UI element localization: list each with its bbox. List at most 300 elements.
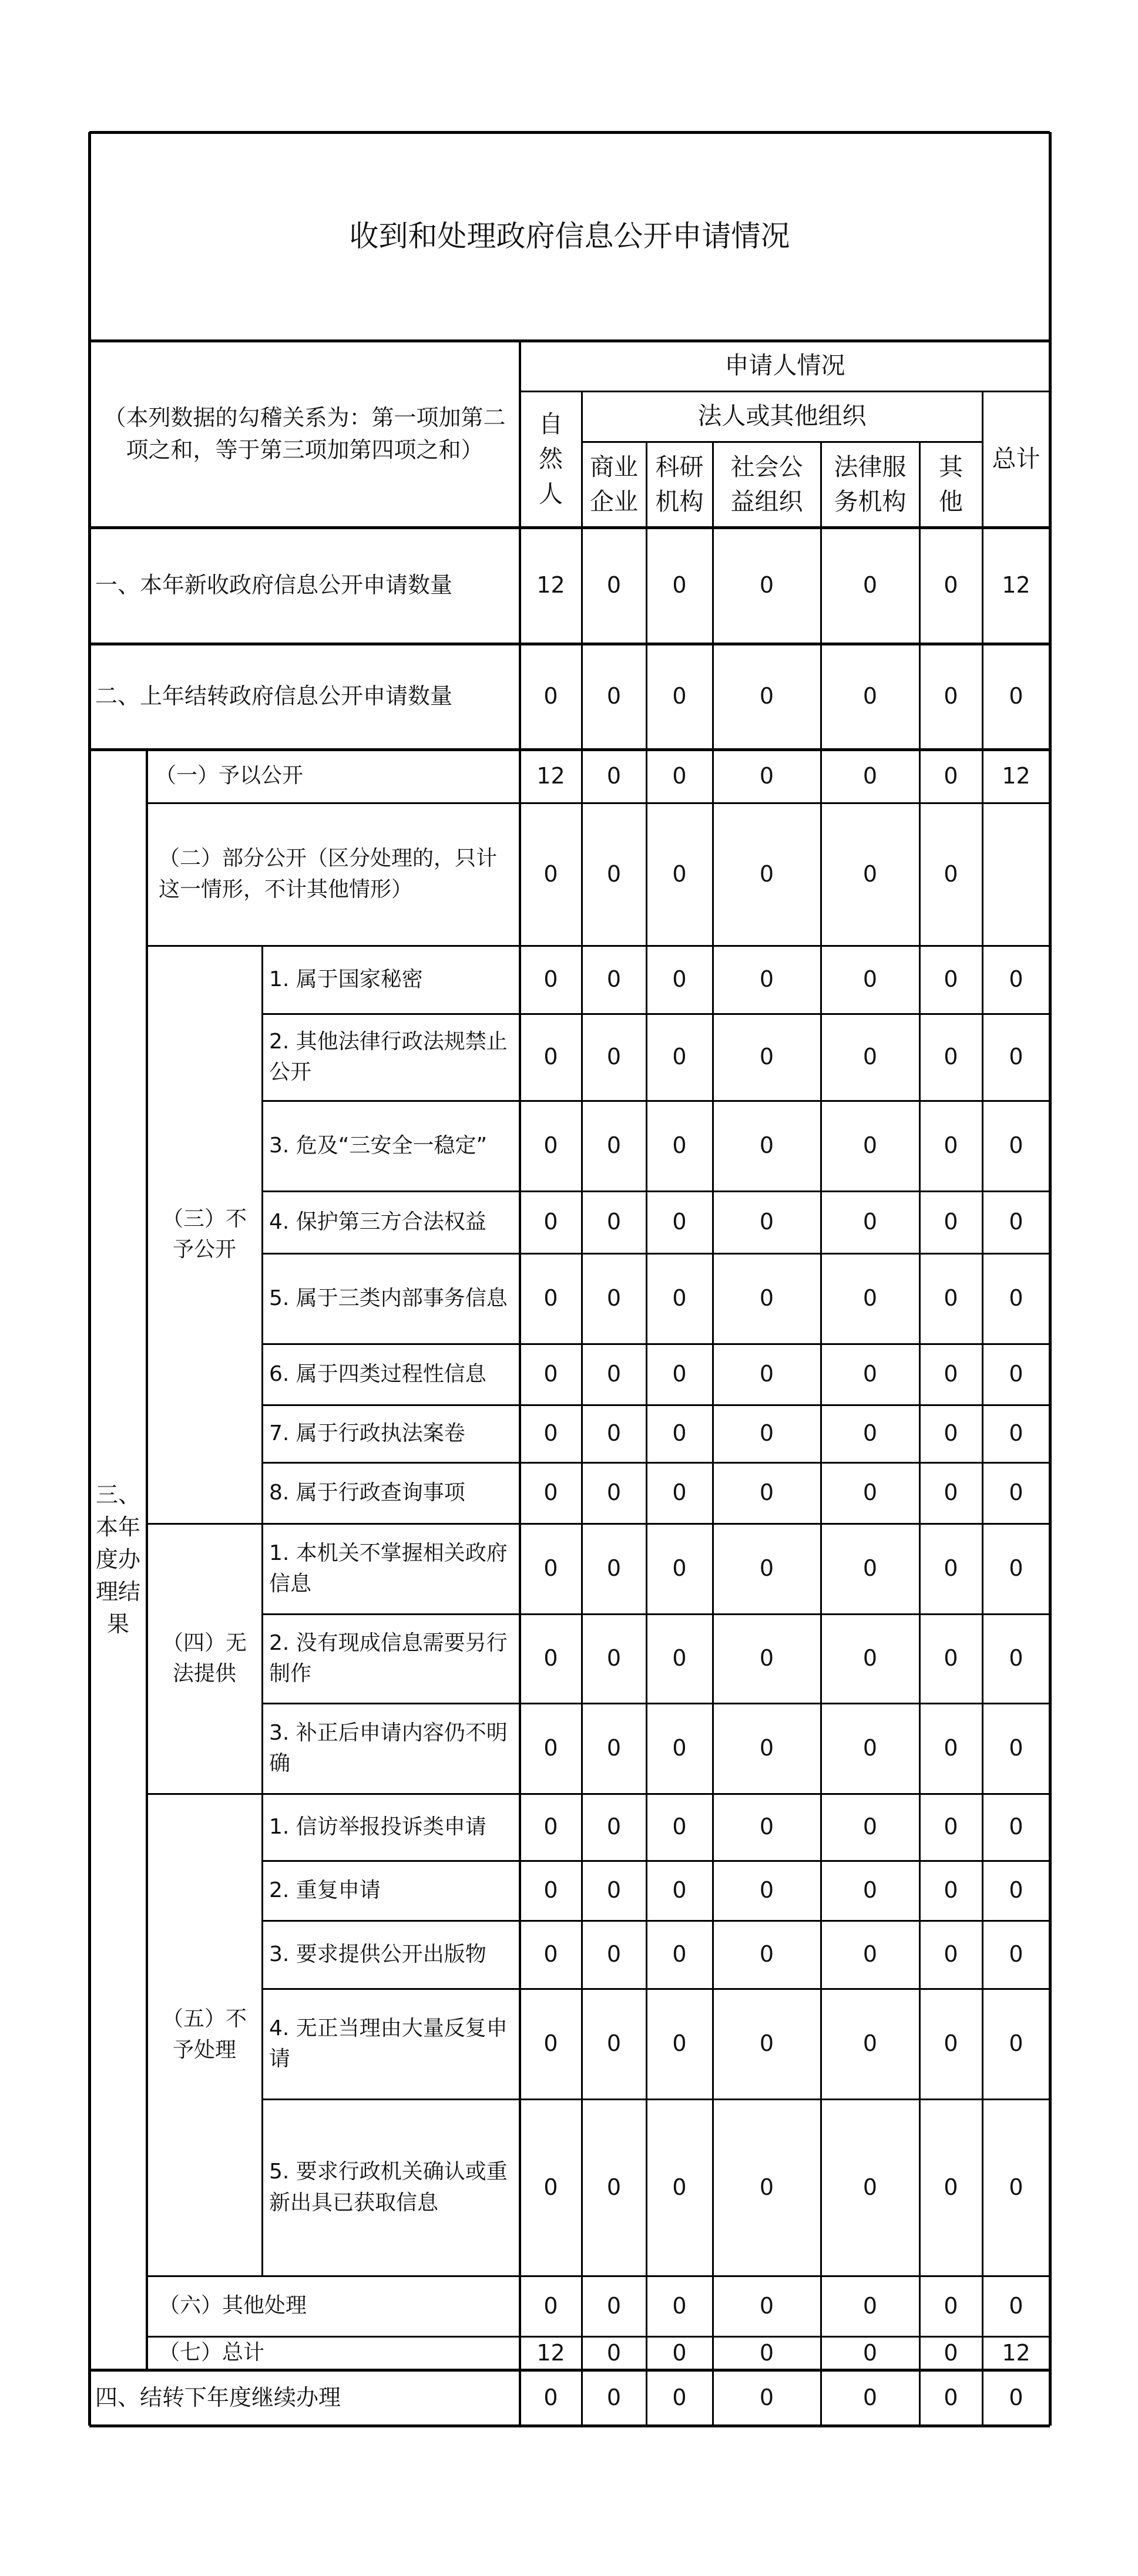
row-other-handling-value-7 [982, 2276, 1050, 2336]
group-not-open-item-5-value-6 [919, 1253, 982, 1344]
header-business-text: 商业企业 [590, 452, 638, 516]
group-not-open-item-4-value-5-text: 0 [862, 1209, 878, 1235]
row-partial-open-value-7 [982, 803, 1050, 946]
row-carry-next-year-value-1 [520, 2370, 582, 2426]
group-not-process-item-5-value-5-text: 0 [862, 2174, 878, 2200]
group-cannot-provide-item-1-value-4-text: 0 [759, 1555, 774, 1582]
group-cannot-provide-item-3-value-3-text: 0 [672, 1735, 687, 1761]
group-not-process-item-4-value-6-text: 0 [944, 2030, 958, 2057]
group-cannot-provide-item-2-value-2 [582, 1614, 646, 1703]
row-carried-over-value-7-text: 0 [1009, 683, 1023, 709]
row-partial-open-value-4 [713, 803, 821, 946]
group-not-open-item-6-text: 6. 属于四类过程性信息 [269, 1361, 486, 1386]
group-not-process-item-5-value-3-text: 0 [672, 2174, 687, 2200]
group-not-process-item-1-value-5-text: 0 [862, 1814, 878, 1840]
group-cannot-provide-item-2-value-4-text: 0 [759, 1645, 774, 1672]
row-total-value-5 [821, 2336, 919, 2370]
header-public-org-text: 社会公益组织 [730, 452, 803, 516]
group-not-process-item-2-value-5-text: 0 [862, 1877, 878, 1904]
row-open-value-6-text: 0 [944, 762, 958, 789]
group-not-process-item-1-value-4-text: 0 [759, 1814, 774, 1840]
group-not-process-item-1-value-5 [821, 1794, 919, 1861]
group-not-open-item-1-value-5-text: 0 [862, 966, 878, 993]
header-legal-group [582, 391, 982, 442]
row-total-value-3 [646, 2336, 713, 2370]
group-not-open-label-text: （三）不予公开 [162, 1206, 247, 1262]
group-not-process-item-1-value-6-text: 0 [944, 1814, 958, 1840]
group-not-process-item-3-value-2-text: 0 [606, 1941, 622, 1968]
group-not-process-item-1-value-6 [919, 1794, 982, 1861]
row-new-requests-text: 一、本年新收政府信息公开申请数量 [95, 572, 453, 598]
header-total [982, 391, 1050, 527]
group-not-open-item-8-value-7 [982, 1462, 1050, 1524]
group-not-open-item-7 [262, 1405, 520, 1462]
group-not-open-item-2-value-7-text: 0 [1009, 1044, 1023, 1070]
row-carry-next-year-value-5-text: 0 [862, 2384, 878, 2410]
group-not-open-item-5-value-2-text: 0 [606, 1285, 622, 1311]
row-new-requests-value-4-text: 0 [759, 572, 774, 598]
group-not-open-item-3-value-7-text: 0 [1009, 1132, 1023, 1159]
header-note [101, 341, 508, 527]
group-cannot-provide-item-3 [262, 1703, 520, 1794]
group-not-open-item-8-value-2 [582, 1462, 646, 1524]
group-cannot-provide-item-3-text: 3. 补正后申请内容仍不明确 [269, 1720, 508, 1775]
group-not-process-item-2-value-4-text: 0 [759, 1877, 774, 1904]
group-cannot-provide-item-1-value-2 [582, 1524, 646, 1614]
group-not-open-item-1-value-7 [982, 946, 1050, 1014]
row-open [147, 749, 520, 803]
row-carry-next-year-value-5 [821, 2370, 919, 2426]
row-open-value-4-text: 0 [759, 762, 774, 789]
group-not-process-item-4-value-3-text: 0 [672, 2030, 687, 2057]
row-new-requests [89, 527, 520, 644]
row-partial-open-value-3 [646, 803, 713, 946]
row-carried-over-value-6-text: 0 [944, 683, 958, 709]
section-3-label [89, 749, 147, 2370]
group-not-open-item-8-value-6-text: 0 [944, 1479, 958, 1506]
group-not-open-item-4-value-2-text: 0 [606, 1209, 622, 1235]
group-not-process-item-3-value-1 [520, 1921, 582, 1989]
group-not-open-item-6-value-6-text: 0 [944, 1361, 958, 1387]
group-not-open-item-2-value-1-text: 0 [543, 1044, 558, 1070]
row-other-handling-text: （六）其他处理 [159, 2293, 307, 2318]
group-not-process-item-4-value-3 [646, 1989, 713, 2099]
group-not-open-item-4-text: 4. 保护第三方合法权益 [269, 1209, 486, 1234]
group-not-process-item-4-value-1-text: 0 [543, 2030, 558, 2057]
group-cannot-provide-item-3-value-7-text: 0 [1009, 1735, 1023, 1761]
row-total-value-6 [919, 2336, 982, 2370]
row-carry-next-year-value-4 [713, 2370, 821, 2426]
group-cannot-provide-item-3-value-4-text: 0 [759, 1735, 774, 1761]
group-not-open-item-3-value-3-text: 0 [672, 1132, 687, 1159]
group-not-open-item-3-value-5 [821, 1101, 919, 1191]
section-3-label-text: 三、本年度办理结果 [96, 1481, 141, 1637]
group-not-process-item-5-value-2-text: 0 [606, 2174, 622, 2200]
group-not-open-item-4-value-7 [982, 1191, 1050, 1253]
row-new-requests-value-7 [982, 527, 1050, 644]
group-not-process-item-4-value-5-text: 0 [862, 2030, 878, 2057]
row-open-value-6 [919, 749, 982, 803]
row-carried-over-value-3-text: 0 [672, 683, 687, 709]
group-not-process-item-1 [262, 1794, 520, 1861]
group-not-process-item-3-value-4-text: 0 [759, 1941, 774, 1968]
row-partial-open-text: （二）部分公开（区分处理的，只计这一情形，不计其他情形） [159, 846, 498, 902]
group-cannot-provide-label-text: （四）无法提供 [162, 1630, 247, 1686]
group-not-process-item-2-value-6 [919, 1861, 982, 1921]
row-new-requests-value-5-text: 0 [862, 572, 878, 598]
group-not-process-item-1-text: 1. 信访举报投诉类申请 [269, 1814, 486, 1839]
group-cannot-provide-item-3-value-5 [821, 1703, 919, 1794]
group-not-open-item-3-value-4 [713, 1101, 821, 1191]
group-not-process-item-1-value-1 [520, 1794, 582, 1861]
row-carry-next-year-value-6-text: 0 [944, 2384, 958, 2410]
group-not-process-item-4-value-4 [713, 1989, 821, 2099]
group-not-process-item-2-value-7 [982, 1861, 1050, 1921]
group-not-open-item-7-value-5 [821, 1405, 919, 1462]
group-not-open-item-3-value-4-text: 0 [759, 1132, 774, 1159]
group-not-open-item-7-value-2-text: 0 [606, 1420, 622, 1447]
group-not-open-item-4-value-6-text: 0 [944, 1209, 958, 1235]
group-not-process-item-3-value-7 [982, 1921, 1050, 1989]
group-not-open-item-8-value-1 [520, 1462, 582, 1524]
group-not-open-item-1-value-3 [646, 946, 713, 1014]
row-carried-over-value-5-text: 0 [862, 683, 878, 709]
group-not-open-item-1-text: 1. 属于国家秘密 [269, 967, 423, 991]
row-total-value-3-text: 0 [672, 2339, 687, 2366]
group-not-open-item-5-value-1 [520, 1253, 582, 1344]
group-not-open-item-5-text: 5. 属于三类内部事务信息 [269, 1286, 508, 1310]
group-not-open-item-1-value-1-text: 0 [543, 966, 558, 993]
row-other-handling [147, 2276, 520, 2336]
group-not-open-item-4-value-6 [919, 1191, 982, 1253]
header-public-org [713, 442, 821, 527]
group-not-open-item-7-value-1-text: 0 [543, 1420, 558, 1447]
group-cannot-provide-item-3-value-7 [982, 1703, 1050, 1794]
group-not-open-item-8-value-3-text: 0 [672, 1479, 687, 1506]
group-not-open-item-1-value-4-text: 0 [759, 966, 774, 993]
group-not-open-item-6-value-3 [646, 1344, 713, 1405]
header-research [646, 442, 713, 527]
group-not-process-item-4 [262, 1989, 520, 2099]
group-not-open-item-3-value-6 [919, 1101, 982, 1191]
group-not-open-item-3-value-1-text: 0 [543, 1132, 558, 1159]
header-natural-person [520, 391, 582, 527]
row-other-handling-value-2-text: 0 [606, 2292, 622, 2319]
group-not-process-item-4-value-2-text: 0 [606, 2030, 622, 2057]
group-not-open-item-5-value-4 [713, 1253, 821, 1344]
row-carried-over-value-1-text: 0 [543, 683, 558, 709]
group-cannot-provide-item-3-value-4 [713, 1703, 821, 1794]
row-open-text: （一）予以公开 [155, 764, 304, 788]
group-not-process-item-2-value-1-text: 0 [543, 1877, 558, 1904]
row-carry-next-year-value-2-text: 0 [606, 2384, 622, 2410]
row-carried-over-value-6 [919, 644, 982, 749]
header-applicant [520, 341, 1050, 391]
group-not-open-item-6-value-5 [821, 1344, 919, 1405]
group-cannot-provide-item-2-value-7 [982, 1614, 1050, 1703]
group-not-open-item-1-value-2 [582, 946, 646, 1014]
group-not-open-item-1-value-3-text: 0 [672, 966, 687, 993]
group-not-open-item-5-value-1-text: 0 [543, 1285, 558, 1311]
group-not-process-item-2-value-3-text: 0 [672, 1877, 687, 1904]
row-partial-open-value-6-text: 0 [944, 860, 958, 887]
row-carried-over-value-2-text: 0 [606, 683, 622, 709]
group-not-process-item-4-text: 4. 无正当理由大量反复申请 [269, 2016, 508, 2071]
group-not-open-item-3 [262, 1101, 520, 1191]
group-cannot-provide-item-1-value-3 [646, 1524, 713, 1614]
group-not-open-item-5 [262, 1253, 520, 1344]
group-not-open-item-2-value-4-text: 0 [759, 1044, 774, 1070]
group-not-process-item-4-value-7-text: 0 [1009, 2030, 1023, 2057]
group-not-process-item-3-value-2 [582, 1921, 646, 1989]
row-total-value-2 [582, 2336, 646, 2370]
group-not-process-item-5-value-6-text: 0 [944, 2174, 958, 2200]
group-not-open-item-4-value-1-text: 0 [543, 1209, 558, 1235]
row-new-requests-value-7-text: 12 [1002, 572, 1030, 598]
row-new-requests-value-1-text: 12 [536, 572, 565, 598]
row-new-requests-value-6-text: 0 [944, 572, 958, 598]
row-carry-next-year-text: 四、结转下年度继续办理 [95, 2384, 341, 2410]
group-not-open-item-8-value-4 [713, 1462, 821, 1524]
group-not-open-item-5-value-4-text: 0 [759, 1285, 774, 1311]
group-not-process-item-3-value-5 [821, 1921, 919, 1989]
group-not-open-item-4-value-5 [821, 1191, 919, 1253]
group-not-open-item-5-value-7-text: 0 [1009, 1285, 1023, 1311]
group-not-open-item-6-value-7 [982, 1344, 1050, 1405]
group-not-process-item-5-value-4 [713, 2099, 821, 2276]
group-not-open-item-8-value-3 [646, 1462, 713, 1524]
group-cannot-provide-item-2-value-4 [713, 1614, 821, 1703]
group-not-open-item-8-value-5-text: 0 [862, 1479, 878, 1506]
group-cannot-provide-item-1-value-6-text: 0 [944, 1555, 958, 1582]
group-not-open-item-2-value-7 [982, 1014, 1050, 1101]
group-not-open-item-6-value-1-text: 0 [543, 1361, 558, 1387]
group-not-process-item-1-value-2-text: 0 [606, 1814, 622, 1840]
group-cannot-provide-item-2-value-3-text: 0 [672, 1645, 687, 1672]
group-not-open-item-2-value-1 [520, 1014, 582, 1101]
group-cannot-provide-label [147, 1524, 262, 1794]
group-cannot-provide-item-1-value-6 [919, 1524, 982, 1614]
group-not-process-item-3-value-6-text: 0 [944, 1941, 958, 1968]
group-not-open-item-4-value-2 [582, 1191, 646, 1253]
row-open-value-5-text: 0 [862, 762, 878, 789]
header-other [919, 442, 982, 527]
group-not-process-item-3-value-3 [646, 1921, 713, 1989]
row-partial-open-value-2-text: 0 [606, 860, 622, 887]
group-not-open-item-3-value-1 [520, 1101, 582, 1191]
header-applicant-text: 申请人情况 [724, 351, 845, 380]
group-not-open-item-2 [262, 1014, 520, 1101]
group-not-open-item-1-value-1 [520, 946, 582, 1014]
group-not-open-item-1-value-7-text: 0 [1009, 966, 1023, 993]
group-not-open-item-3-value-2-text: 0 [606, 1132, 622, 1159]
group-not-open-item-6 [262, 1344, 520, 1405]
row-new-requests-value-1 [520, 527, 582, 644]
table-title [89, 132, 1050, 341]
group-not-open-item-2-value-3-text: 0 [672, 1044, 687, 1070]
group-not-open-item-6-value-2-text: 0 [606, 1361, 622, 1387]
row-other-handling-value-5 [821, 2276, 919, 2336]
group-cannot-provide-item-2-value-1 [520, 1614, 582, 1703]
group-not-open-item-2-value-2 [582, 1014, 646, 1101]
group-not-process-item-4-value-6 [919, 1989, 982, 2099]
row-carry-next-year-value-6 [919, 2370, 982, 2426]
group-not-process-label-text: （五）不予处理 [162, 2007, 247, 2062]
group-not-open-item-5-value-2 [582, 1253, 646, 1344]
row-other-handling-value-4 [713, 2276, 821, 2336]
group-not-open-item-4-value-4-text: 0 [759, 1209, 774, 1235]
row-open-value-3 [646, 749, 713, 803]
group-cannot-provide-item-2-value-7-text: 0 [1009, 1645, 1023, 1672]
group-not-open-item-8-text: 8. 属于行政查询事项 [269, 1480, 465, 1505]
group-not-open-item-3-text: 3. 危及“三安全一稳定” [269, 1133, 488, 1158]
group-not-process-item-1-value-3 [646, 1794, 713, 1861]
row-open-value-3-text: 0 [672, 762, 687, 789]
group-not-process-item-1-value-4 [713, 1794, 821, 1861]
header-business [582, 442, 646, 527]
row-total-value-4 [713, 2336, 821, 2370]
group-not-open-item-1 [262, 946, 520, 1014]
group-not-process-item-4-value-1 [520, 1989, 582, 2099]
header-legal-service-text: 法律服务机构 [834, 452, 907, 516]
row-open-value-1-text: 12 [536, 762, 565, 789]
group-not-open-item-7-value-6 [919, 1405, 982, 1462]
row-total-value-2-text: 0 [606, 2339, 622, 2366]
group-not-open-item-7-value-7 [982, 1405, 1050, 1462]
row-total [147, 2336, 520, 2370]
row-carried-over-text: 二、上年结转政府信息公开申请数量 [95, 683, 453, 709]
group-not-open-item-5-value-3 [646, 1253, 713, 1344]
group-not-process-item-3-text: 3. 要求提供公开出版物 [269, 1942, 486, 1966]
group-not-open-item-7-value-6-text: 0 [944, 1420, 958, 1447]
header-total-text: 总计 [992, 445, 1040, 473]
row-other-handling-value-3-text: 0 [672, 2292, 687, 2319]
group-not-open-item-6-value-4 [713, 1344, 821, 1405]
group-not-open-item-7-value-7-text: 0 [1009, 1420, 1023, 1447]
group-cannot-provide-item-1-value-5-text: 0 [862, 1555, 878, 1582]
header-research-text: 科研机构 [655, 452, 704, 516]
group-not-open-item-8-value-7-text: 0 [1009, 1479, 1023, 1506]
group-not-open-item-6-value-2 [582, 1344, 646, 1405]
row-other-handling-value-1 [520, 2276, 582, 2336]
group-cannot-provide-item-2-value-3 [646, 1614, 713, 1703]
group-not-open-item-5-value-5 [821, 1253, 919, 1344]
row-other-handling-value-1-text: 0 [543, 2292, 558, 2319]
row-carried-over-value-1 [520, 644, 582, 749]
group-not-open-item-3-value-2 [582, 1101, 646, 1191]
group-not-process-item-3-value-3-text: 0 [672, 1941, 687, 1968]
row-new-requests-value-4 [713, 527, 821, 644]
group-not-open-label [147, 946, 262, 1524]
group-cannot-provide-item-1-value-7 [982, 1524, 1050, 1614]
row-open-value-4 [713, 749, 821, 803]
row-carried-over [89, 644, 520, 749]
group-not-process-item-3-value-5-text: 0 [862, 1941, 878, 1968]
row-carry-next-year-value-7-text: 0 [1009, 2384, 1023, 2410]
group-not-open-item-8-value-1-text: 0 [543, 1479, 558, 1506]
row-carry-next-year [89, 2370, 520, 2426]
row-carried-over-value-4-text: 0 [759, 683, 774, 709]
group-not-process-item-4-value-5 [821, 1989, 919, 2099]
group-not-open-item-5-value-6-text: 0 [944, 1285, 958, 1311]
group-cannot-provide-item-1-value-2-text: 0 [606, 1555, 622, 1582]
row-carried-over-value-7 [982, 644, 1050, 749]
row-open-value-2-text: 0 [606, 762, 622, 789]
group-not-process-item-4-value-2 [582, 1989, 646, 2099]
row-carry-next-year-value-2 [582, 2370, 646, 2426]
row-partial-open-value-1 [520, 803, 582, 946]
group-cannot-provide-item-3-value-2 [582, 1703, 646, 1794]
group-not-open-item-7-value-5-text: 0 [862, 1420, 878, 1447]
group-cannot-provide-item-2-value-5 [821, 1614, 919, 1703]
row-new-requests-value-2 [582, 527, 646, 644]
row-partial-open-value-5 [821, 803, 919, 946]
group-cannot-provide-item-3-value-6 [919, 1703, 982, 1794]
group-cannot-provide-item-2-value-1-text: 0 [543, 1645, 558, 1672]
group-not-process-item-2-text: 2. 重复申请 [269, 1878, 381, 1902]
header-legal-service [821, 442, 919, 527]
header-natural-person-text: 自然人 [539, 409, 563, 508]
row-open-value-7-text: 12 [1002, 762, 1030, 789]
group-not-process-item-2-value-6-text: 0 [944, 1877, 958, 1904]
row-new-requests-value-3 [646, 527, 713, 644]
row-total-value-5-text: 0 [862, 2339, 878, 2366]
group-cannot-provide-item-3-value-1-text: 0 [543, 1735, 558, 1761]
group-cannot-provide-item-1-value-5 [821, 1524, 919, 1614]
group-not-process-item-5-value-2 [582, 2099, 646, 2276]
group-not-open-item-7-value-3 [646, 1405, 713, 1462]
group-not-process-item-3-value-4 [713, 1921, 821, 1989]
group-not-open-item-2-value-6 [919, 1014, 982, 1101]
group-not-open-item-2-text: 2. 其他法律行政法规禁止公开 [269, 1029, 508, 1084]
row-partial-open-value-2 [582, 803, 646, 946]
row-carry-next-year-value-3-text: 0 [672, 2384, 687, 2410]
group-not-process-item-2-value-2 [582, 1861, 646, 1921]
group-not-process-item-4-value-7 [982, 1989, 1050, 2099]
group-not-open-item-7-value-3-text: 0 [672, 1420, 687, 1447]
group-cannot-provide-item-1 [262, 1524, 520, 1614]
group-cannot-provide-item-2-value-6-text: 0 [944, 1645, 958, 1672]
group-cannot-provide-item-1-value-3-text: 0 [672, 1555, 687, 1582]
group-not-open-item-8-value-5 [821, 1462, 919, 1524]
group-not-open-item-2-value-2-text: 0 [606, 1044, 622, 1070]
row-partial-open [147, 803, 520, 946]
row-new-requests-value-5 [821, 527, 919, 644]
row-partial-open-value-5-text: 0 [862, 860, 878, 887]
group-not-open-item-8-value-6 [919, 1462, 982, 1524]
group-not-open-item-2-value-5 [821, 1014, 919, 1101]
row-carried-over-value-3 [646, 644, 713, 749]
group-cannot-provide-item-2-value-2-text: 0 [606, 1645, 622, 1672]
group-not-process-item-5-value-1 [520, 2099, 582, 2276]
table-title-text: 收到和处理政府信息公开申请情况 [349, 219, 790, 254]
group-not-open-item-7-value-4 [713, 1405, 821, 1462]
group-not-open-item-1-value-2-text: 0 [606, 966, 622, 993]
group-not-open-item-1-value-6 [919, 946, 982, 1014]
row-other-handling-value-6 [919, 2276, 982, 2336]
group-cannot-provide-item-3-value-1 [520, 1703, 582, 1794]
row-carry-next-year-value-7 [982, 2370, 1050, 2426]
group-cannot-provide-item-3-value-2-text: 0 [606, 1735, 622, 1761]
group-not-process-item-1-value-7-text: 0 [1009, 1814, 1023, 1840]
group-not-process-item-2-value-2-text: 0 [606, 1877, 622, 1904]
group-not-open-item-2-value-3 [646, 1014, 713, 1101]
group-cannot-provide-item-2-text: 2. 没有现成信息需要另行制作 [269, 1630, 508, 1686]
group-not-open-item-1-value-6-text: 0 [944, 966, 958, 993]
group-cannot-provide-item-1-text: 1. 本机关不掌握相关政府信息 [269, 1541, 508, 1596]
row-other-handling-value-5-text: 0 [862, 2292, 878, 2319]
row-other-handling-value-7-text: 0 [1009, 2292, 1023, 2319]
